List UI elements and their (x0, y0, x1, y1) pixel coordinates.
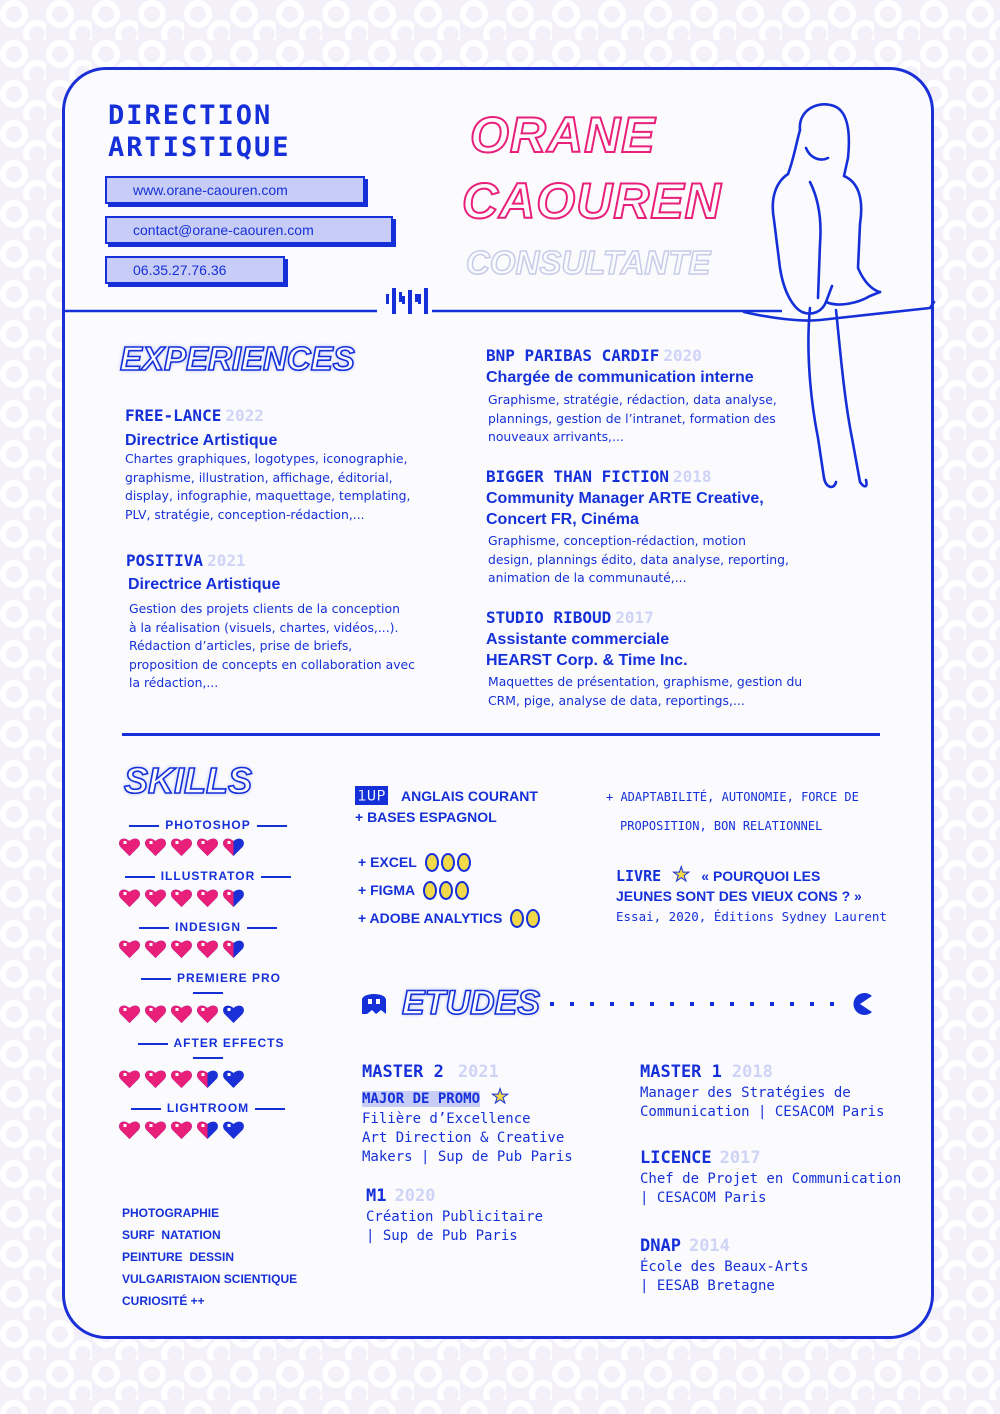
languages: 1UP ANGLAIS COURANT + BASES ESPAGNOL (355, 786, 538, 825)
soft-skills: + ADAPTABILITÉ, AUTONOMIE, FORCE DE PROPOSITION, BON RELATIONNEL (606, 790, 859, 833)
etudes-title: ETUDES (402, 984, 540, 1022)
name-first: ORANE (470, 107, 656, 163)
coin-icon (425, 853, 439, 872)
heart-icon (196, 1068, 219, 1089)
skill-row (118, 1036, 298, 1089)
skill-row (118, 920, 298, 959)
tool-item (358, 880, 540, 900)
heart-icon (118, 938, 141, 959)
experience-item: FREE-LANCE 2022 Directrice Artistique Chartes graphiques, logotypes, iconographie, graphisme, illustration, affichage, éditorial, display, infographie, maquettage, templating, PLV, stratégie, conception-rédaction,... (125, 406, 411, 522)
heart-icon (196, 938, 219, 959)
skill-hearts (118, 1119, 298, 1140)
experience-item: BNP PARIBAS CARDIF 2020 Chargée de communication interne Graphisme, stratégie, rédaction, data analyse, plannings, gestion de l’intranet, formation des nouveaux arrivants,... (486, 346, 777, 444)
tool-name: + FIGMA (358, 882, 416, 898)
heart-icon (222, 1068, 245, 1089)
heart-icon (170, 1119, 193, 1140)
name-last: CAOUREN (462, 173, 722, 229)
education-item: MASTER 1 2018 Manager des Stratégies de Communication | CESACOM Paris (640, 1062, 885, 1120)
heart-icon (196, 887, 219, 908)
tools-list (358, 852, 540, 936)
coin-icon (510, 909, 524, 928)
star-icon: ★ (491, 1084, 510, 1108)
heart-icon (144, 887, 167, 908)
coin-icon (423, 881, 437, 900)
heart-icon (222, 836, 245, 857)
coin-icon (441, 853, 455, 872)
heart-icon (170, 1068, 193, 1089)
skill-name: LIGHTROOM (118, 1101, 298, 1115)
coin-icon (439, 881, 453, 900)
skill-name: PREMIERE PRO (118, 971, 298, 999)
skill-name: AFTER EFFECTS (118, 1036, 298, 1064)
heart-icon (118, 836, 141, 857)
heart-icon (118, 1068, 141, 1089)
education-item: LICENCE 2017 Chef de Projet en Communication | CESACOM Paris (640, 1148, 902, 1206)
education-item: MASTER 2 2021 MAJOR DE PROMO ★ Filière d’Excellence Art Direction & Creative Makers | Sup de Pub Paris (362, 1062, 573, 1165)
subtitle: CONSULTANTE (466, 244, 711, 281)
heart-icon (170, 1003, 193, 1024)
pacman-icon (848, 992, 874, 1016)
skill-row (118, 869, 298, 908)
email-link[interactable]: contact@orane-caouren.com (105, 216, 393, 244)
experience-item: BIGGER THAN FICTION 2018 Community Manager ARTE Creative, Concert FR, Cinéma Graphisme, conception-rédaction, motion design, plannings édito, data analyse, reporting, animation de la communauté,... (486, 467, 789, 585)
experience-item: POSITIVA 2021 Directrice Artistique Gestion des projets clients de la conception à la réalisation (visuels, chartes, vidéos,...). Rédaction d’articles, prise de briefs, proposition de concepts en collaboration avec la rédaction,... (126, 551, 415, 690)
heart-icon (144, 938, 167, 959)
tool-name: + ADOBE ANALYTICS (358, 910, 503, 926)
skill-hearts (118, 836, 298, 857)
skill-name: INDESIGN (118, 920, 298, 934)
education-item: DNAP 2014 École des Beaux-Arts | EESAB Bretagne (640, 1236, 809, 1294)
tool-item (358, 852, 540, 872)
ghost-icon (360, 990, 388, 1016)
heart-icon (170, 836, 193, 857)
website-link[interactable]: www.orane-caouren.com (105, 176, 365, 204)
heart-icon (196, 1003, 219, 1024)
heart-icon (144, 1068, 167, 1089)
heart-icon (118, 1003, 141, 1024)
skill-name: PHOTOSHOP (118, 818, 298, 832)
skill-hearts (118, 938, 298, 959)
oneup-badge: 1UP (357, 786, 386, 805)
header-divider (62, 288, 937, 318)
phone-link[interactable]: 06.35.27.76.36 (105, 256, 285, 284)
star-icon: ★ (672, 862, 691, 886)
coin-icon (457, 853, 471, 872)
experiences-title: EXPERIENCES (120, 340, 355, 377)
job-heading: DIRECTION ARTISTIQUE (108, 100, 291, 163)
heart-icon (170, 887, 193, 908)
tool-name: + EXCEL (358, 854, 417, 870)
heart-icon (222, 938, 245, 959)
heart-icon (144, 1119, 167, 1140)
heart-icon (222, 887, 245, 908)
major-badge: MAJOR DE PROMO (362, 1091, 481, 1107)
heart-icon (222, 1119, 245, 1140)
book-block: LIVRE ★ « POURQUOI LES JEUNES SONT DES VIEUX CONS ? » Essai, 2020, Éditions Sydney Laurent (616, 862, 887, 924)
tool-item (358, 908, 540, 928)
skills-title: SKILLS (124, 760, 253, 801)
experience-item: STUDIO RIBOUD 2017 Assistante commerciale HEARST Corp. & Time Inc. Maquettes de présentation, graphisme, gestion du CRM, pige, analyse de data, reportings,... (486, 608, 803, 708)
heart-icon (196, 1119, 219, 1140)
coin-icon (526, 909, 540, 928)
heart-icon (118, 1119, 141, 1140)
hobbies-list: PHOTOGRAPHIE SURF NATATION PEINTURE DESSIN VULGARISTAION SCIENTIQUE CURIOSITÉ ++ (122, 1206, 298, 1308)
heart-icon (170, 938, 193, 959)
skill-row (118, 971, 298, 1024)
heart-icon (196, 836, 219, 857)
section-divider (122, 733, 880, 736)
coin-icon (455, 881, 469, 900)
heart-icon (222, 1003, 245, 1024)
pacman-dots (540, 992, 880, 1016)
skill-hearts (118, 887, 298, 908)
skill-row (118, 1101, 298, 1140)
skill-name: ILLUSTRATOR (118, 869, 298, 883)
skill-row (118, 818, 298, 857)
heart-icon (118, 887, 141, 908)
heart-icon (144, 1003, 167, 1024)
software-skills (118, 818, 298, 1152)
skill-hearts (118, 1068, 298, 1089)
education-item: M1 2020 Création Publicitaire | Sup de Pub Paris (366, 1186, 544, 1244)
skill-hearts (118, 1003, 298, 1024)
heart-icon (144, 836, 167, 857)
